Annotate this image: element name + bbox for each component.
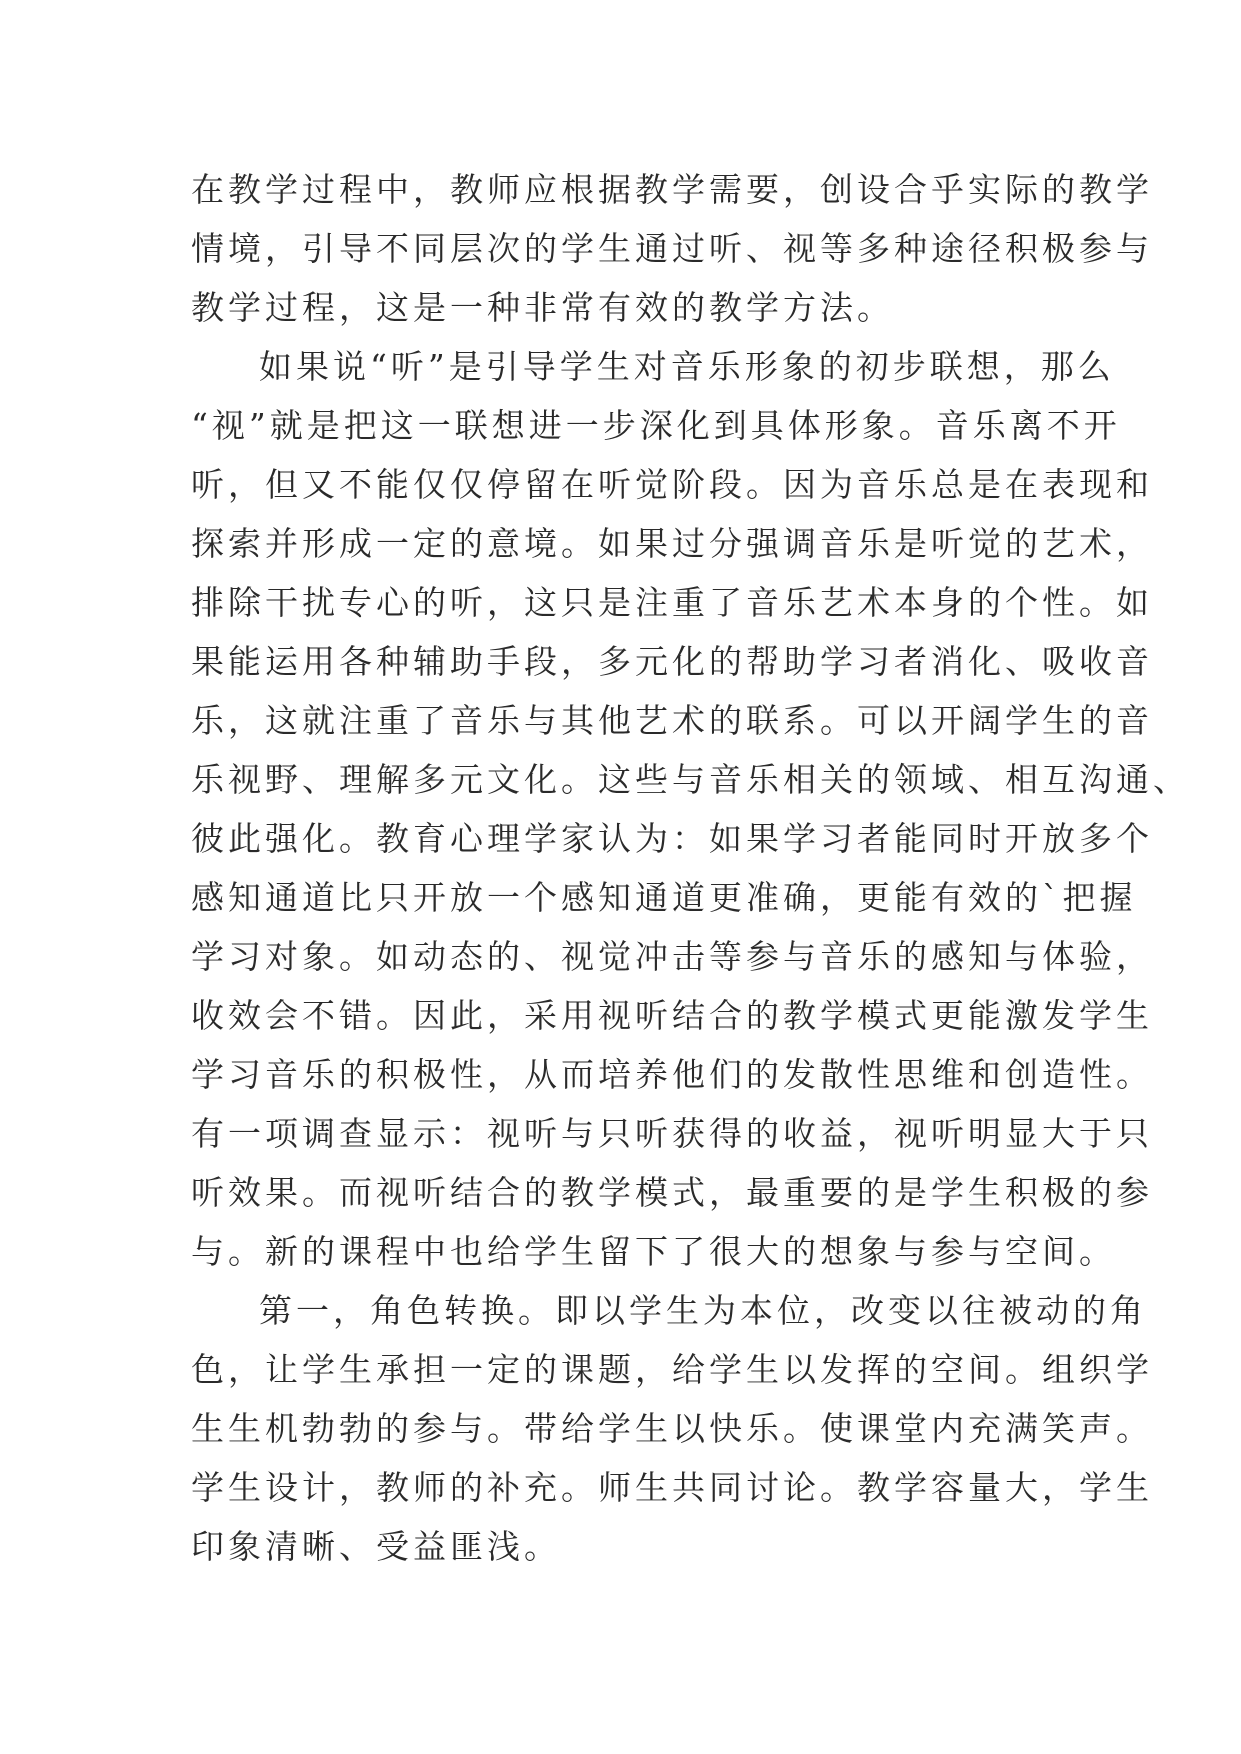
text-line: 探索并形成一定的意境。如果过分强调音乐是听觉的艺术， bbox=[191, 524, 1153, 563]
text-line: 乐，这就注重了音乐与其他艺术的联系。可以开阔学生的音 bbox=[191, 701, 1153, 740]
text-line: 彼此强化。教育心理学家认为：如果学习者能同时开放多个 bbox=[191, 819, 1153, 858]
text-line: 学生设计，教师的补充。师生共同讨论。教学容量大，学生 bbox=[191, 1468, 1153, 1507]
text-line: 教学过程，这是一种非常有效的教学方法。 bbox=[191, 288, 894, 327]
text-line: 果能运用各种辅助手段，多元化的帮助学习者消化、吸收音 bbox=[191, 642, 1153, 681]
text-line: 有一项调查显示：视听与只听获得的收益，视听明显大于只 bbox=[191, 1114, 1153, 1153]
text-line: 听效果。而视听结合的教学模式，最重要的是学生积极的参 bbox=[191, 1173, 1153, 1212]
text-line: 排除干扰专心的听，这只是注重了音乐艺术本身的个性。如 bbox=[191, 583, 1153, 622]
text-line: 学习对象。如动态的、视觉冲击等参与音乐的感知与体验， bbox=[191, 937, 1153, 976]
text-line: 印象清晰、受益匪浅。 bbox=[191, 1527, 561, 1566]
text-line: “视”就是把这一联想进一步深化到具体形象。音乐离不开 bbox=[191, 406, 1121, 445]
body-text bbox=[191, 160, 1190, 1576]
text-line: 在教学过程中，教师应根据教学需要，创设合乎实际的教学 bbox=[191, 170, 1153, 209]
text-line: 与。新的课程中也给学生留下了很大的想象与参与空间。 bbox=[191, 1232, 1116, 1271]
text-line: 收效会不错。因此，采用视听结合的教学模式更能激发学生 bbox=[191, 996, 1153, 1035]
paragraph-first-line: 如果说“听”是引导学生对音乐形象的初步联想，那么 bbox=[259, 347, 1115, 386]
paragraph-first-line: 第一，角色转换。即以学生为本位，改变以往被动的角 bbox=[259, 1291, 1147, 1330]
text-line: 乐视野、理解多元文化。这些与音乐相关的领域、相互沟通、 bbox=[191, 760, 1190, 799]
text-line: 情境，引导不同层次的学生通过听、视等多种途径积极参与 bbox=[191, 229, 1153, 268]
text-line: 听，但又不能仅仅停留在听觉阶段。因为音乐总是在表现和 bbox=[191, 465, 1153, 504]
text-line: 感知通道比只开放一个感知通道更准确，更能有效的`把握 bbox=[191, 878, 1137, 917]
text-line: 生生机勃勃的参与。带给学生以快乐。使课堂内充满笑声。 bbox=[191, 1409, 1153, 1448]
text-line: 色，让学生承担一定的课题，给学生以发挥的空间。组织学 bbox=[191, 1350, 1153, 1389]
text-line: 学习音乐的积极性，从而培养他们的发散性思维和创造性。 bbox=[191, 1055, 1153, 1094]
